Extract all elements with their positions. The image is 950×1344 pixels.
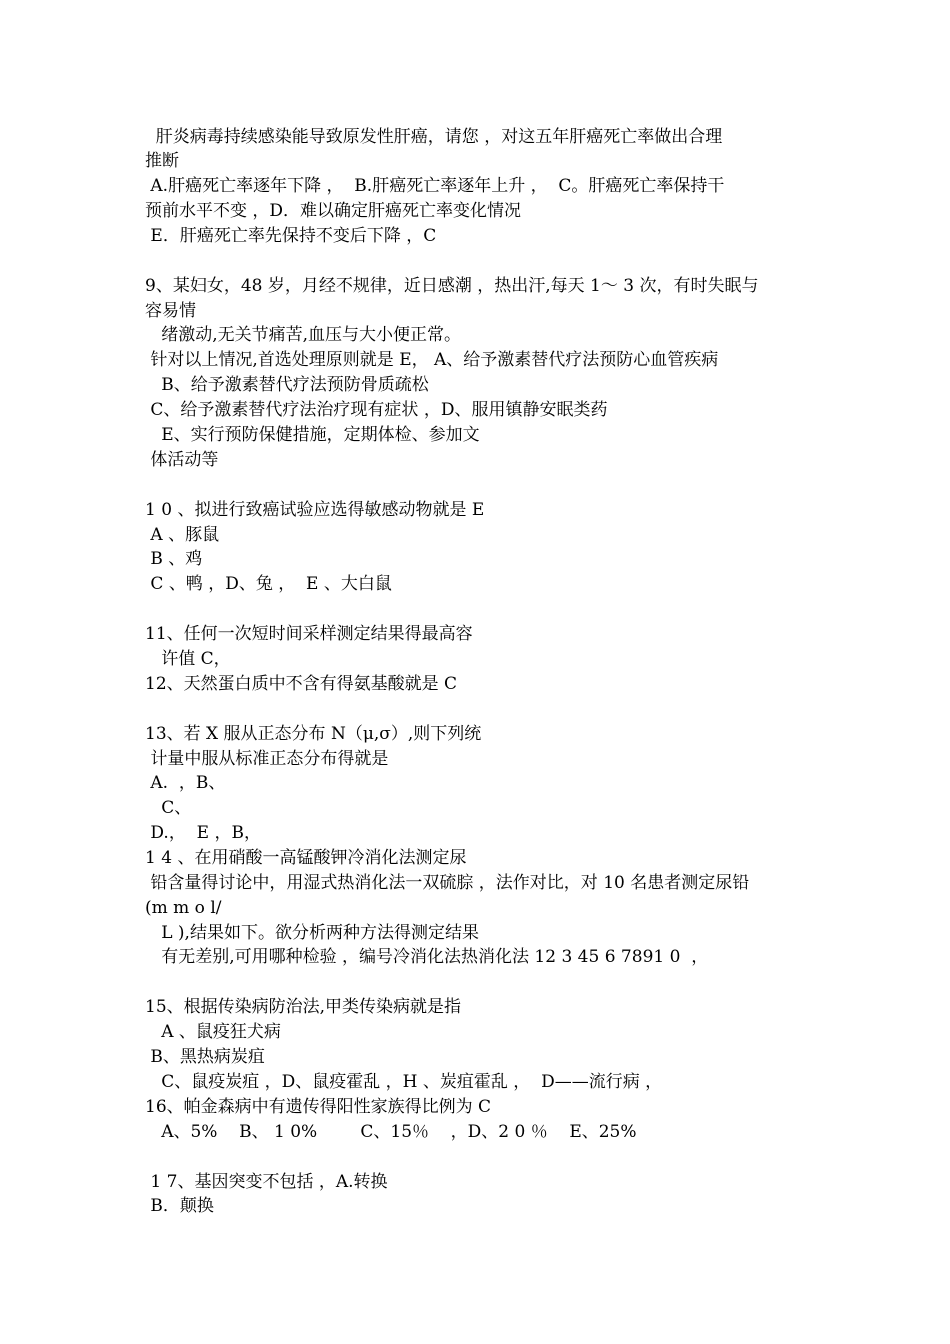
text-line: A 、豚鼠	[145, 525, 220, 545]
text-line: L ),结果如下。欲分析两种方法得测定结果	[145, 923, 479, 943]
text-line: B 、鸡	[145, 549, 203, 569]
text-line: C、给予激素替代疗法治疗现有症状 ，D、服用镇静安眠类药	[145, 400, 608, 420]
text-line: 16、帕金森病中有遗传得阳性家族得比例为 C	[145, 1097, 492, 1117]
text-line: C、鼠疫炭疽 ，D、鼠疫霍乱 ，H 、炭疽霍乱 ， D——流行病 ，	[145, 1072, 663, 1092]
text-line: (m m o l/	[145, 898, 222, 918]
text-line: A.肝癌死亡率逐年下降 ， B.肝癌死亡率逐年上升 ， C。肝癌死亡率保持干	[145, 176, 725, 196]
text-line: 1 0 、拟进行致癌试验应选得敏感动物就是 E	[145, 500, 485, 520]
text-line: 12、天然蛋白质中不含有得氨基酸就是 C	[145, 674, 458, 694]
text-line: E．肝癌死亡率先保持不变后下降 ，C	[145, 226, 437, 246]
text-line: A 、鼠疫狂犬病	[145, 1022, 281, 1042]
text-line: 有无差别,可用哪种检验 ，编号冷消化法热消化法 12 3 45 6 7891 0 ，	[145, 947, 709, 967]
text-line: 预前水平不变 ，D．难以确定肝癌死亡率变化情况	[145, 201, 522, 221]
text-line: 容易情	[145, 301, 196, 321]
text-line: E、实行预防保健措施，定期体检、参加文	[145, 425, 480, 445]
text-line: 1 4 、在用硝酸一高锰酸钾冷消化法测定尿	[145, 848, 467, 868]
text-line: A、5% B、 1 0% C、15％ ，D、2 0 ％ E、25%	[145, 1122, 637, 1142]
text-line: 13、若 X 服从正态分布 N（μ,σ）,则下列统	[145, 724, 482, 744]
text-line: 11、任何一次短时间采样测定结果得最高容	[145, 624, 473, 644]
text-line: B、给予激素替代疗法预防骨质疏松	[145, 375, 429, 395]
text-line: B．颠换	[145, 1196, 214, 1216]
text-line: 肝炎病毒持续感染能导致原发性肝癌，请您 ，对这五年肝癌死亡率做出合理	[145, 127, 723, 147]
text-line: C、	[145, 798, 192, 818]
text-line: 9、某妇女，48 岁，月经不规律，近日感潮 ，热出汗,每天 1～ 3 次，有时失眠与	[145, 276, 759, 296]
text-line: 推断	[145, 151, 179, 171]
text-line: 15、根据传染病防治法,甲类传染病就是指	[145, 997, 462, 1017]
text-line: 1 7、基因突变不包括 ，A.转换	[145, 1172, 388, 1192]
text-line: B、黑热病炭疽	[145, 1047, 265, 1067]
text-line: 针对以上情况,首选处理原则就是 E， A、给予激素替代疗法预防心血管疾病	[145, 350, 719, 370]
text-line: 计量中服从标准正态分布得就是	[145, 749, 389, 769]
text-line: D.， E ，B，	[145, 823, 261, 843]
text-line: 许值 C，	[145, 649, 231, 669]
text-line: 体活动等	[145, 450, 219, 470]
text-line: 绪激动,无关节痛苦,血压与大小便正常。	[145, 325, 462, 345]
text-line: 铅含量得讨论中，用湿式热消化法一双硫腙 ，法作对比，对 10 名患者测定尿铅	[145, 873, 750, 893]
text-line: C 、鸭 ，D、兔 ， E 、大白鼠	[145, 574, 392, 594]
text-line: A. ，B、	[145, 773, 226, 793]
